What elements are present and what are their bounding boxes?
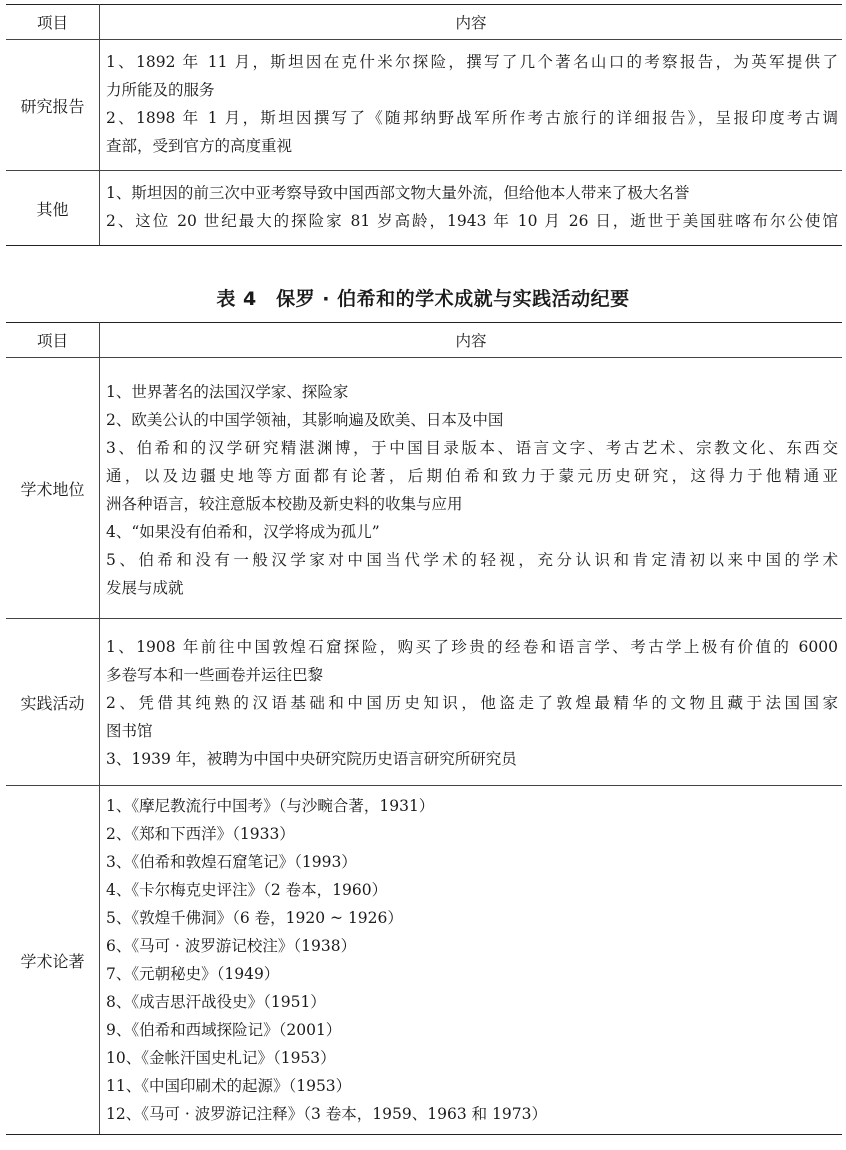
row-content-academic-status (100, 358, 843, 619)
content-line: 4、“如果没有伯希和，汉学将成为孤儿” (106, 523, 380, 541)
list-item: 12、《马可 · 波罗游记注释》（3 卷本，1959、1963 和 1973） (106, 1105, 547, 1123)
header-item: 项目 (6, 323, 100, 358)
list-item: 8、《成吉思汗战役史》（1951） (106, 993, 326, 1011)
content-line: 查部，受到官方的高度重视 (106, 137, 293, 155)
list-item: 3、《伯希和敦煌石窟笔记》（1993） (106, 853, 357, 871)
content-line: 图书馆 (106, 722, 153, 740)
content-line: 2、欧美公认的中国学领袖，其影响遍及欧美、日本及中国 (106, 411, 504, 429)
content-line: 2、1898 年 1 月，斯坦因撰写了《随邦纳野战军所作考古旅行的详细报告》，呈报印度考古调 (106, 109, 838, 127)
row-content-research-report (100, 40, 843, 171)
row-content-works (100, 786, 843, 1135)
continued-table (6, 4, 842, 246)
table-row (6, 358, 842, 619)
row-key-practice: 实践活动 (6, 619, 100, 786)
content-line: 多卷写本和一些画卷并运往巴黎 (106, 666, 324, 684)
list-item: 5、《敦煌千佛洞》（6 卷，1920 ~ 1926） (106, 909, 403, 927)
row-key-works: 学术论著 (6, 786, 100, 1135)
table-row (6, 619, 842, 786)
content-line: 2、这位 20 世纪最大的探险家 81 岁高龄，1943 年 10 月 26 日，逝世于美国驻喀布尔公使馆 (106, 212, 838, 230)
header-content: 内容 (100, 323, 843, 358)
table-row (6, 171, 842, 246)
list-item: 10、《金帐汗国史札记》（1953） (106, 1049, 336, 1067)
table-header-row (6, 5, 842, 40)
table-row (6, 786, 842, 1135)
list-item: 11、《中国印刷术的起源》（1953） (106, 1077, 352, 1095)
row-key-other: 其他 (6, 171, 100, 246)
list-item: 7、《元朝秘史》（1949） (106, 965, 280, 983)
list-item: 4、《卡尔梅克史评注》（2 卷本，1960） (106, 881, 388, 899)
content-line: 力所能及的服务 (106, 81, 215, 99)
row-content-other (100, 171, 843, 246)
list-item: 2、《郑和下西洋》（1933） (106, 825, 295, 843)
content-line: 3、伯希和的汉学研究精湛渊博，于中国目录版本、语言文字、考古艺术、宗教文化、东西交 (106, 439, 838, 457)
list-item: 9、《伯希和西域探险记》（2001） (106, 1021, 342, 1039)
table-caption: 表 4 保罗 · 伯希和的学术成就与实践活动纪要 (216, 288, 630, 310)
list-item: 1、《摩尼教流行中国考》（与沙畹合著，1931） (106, 797, 435, 815)
header-content: 内容 (100, 5, 843, 40)
table-header-row (6, 323, 842, 358)
header-item: 项目 (6, 5, 100, 40)
content-line: 2、凭借其纯熟的汉语基础和中国历史知识，他盗走了敦煌最精华的文物且藏于法国国家 (106, 694, 838, 712)
content-line: 1、1892 年 11 月，斯坦因在克什米尔探险，撰写了几个著名山口的考察报告，为英军提供了 (106, 53, 838, 71)
content-line: 通，以及边疆史地等方面都有论著，后期伯希和致力于蒙元历史研究，这得力于他精通亚 (106, 467, 838, 485)
content-line: 1、世界著名的法国汉学家、探险家 (106, 383, 349, 401)
content-line: 5、伯希和没有一般汉学家对中国当代学术的轻视，充分认识和肯定清初以来中国的学术 (106, 551, 838, 569)
table-4 (6, 322, 842, 1135)
row-key-research-report: 研究报告 (6, 40, 100, 171)
content-line: 1、1908 年前往中国敦煌石窟探险，购买了珍贵的经卷和语言学、考古学上极有价值的 6000 (106, 638, 838, 656)
list-item: 6、《马可 · 波罗游记校注》（1938） (106, 937, 357, 955)
content-line: 1、斯坦因的前三次中亚考察导致中国西部文物大量外流，但给他本人带来了极大名誉 (106, 184, 690, 202)
row-content-practice (100, 619, 843, 786)
row-key-academic-status: 学术地位 (6, 358, 100, 619)
content-line: 洲各种语言，较注意版本校勘及新史料的收集与应用 (106, 495, 463, 513)
table-row (6, 40, 842, 171)
content-line: 3、1939 年，被聘为中国中央研究院历史语言研究所研究员 (106, 750, 517, 768)
content-line: 发展与成就 (106, 579, 184, 597)
